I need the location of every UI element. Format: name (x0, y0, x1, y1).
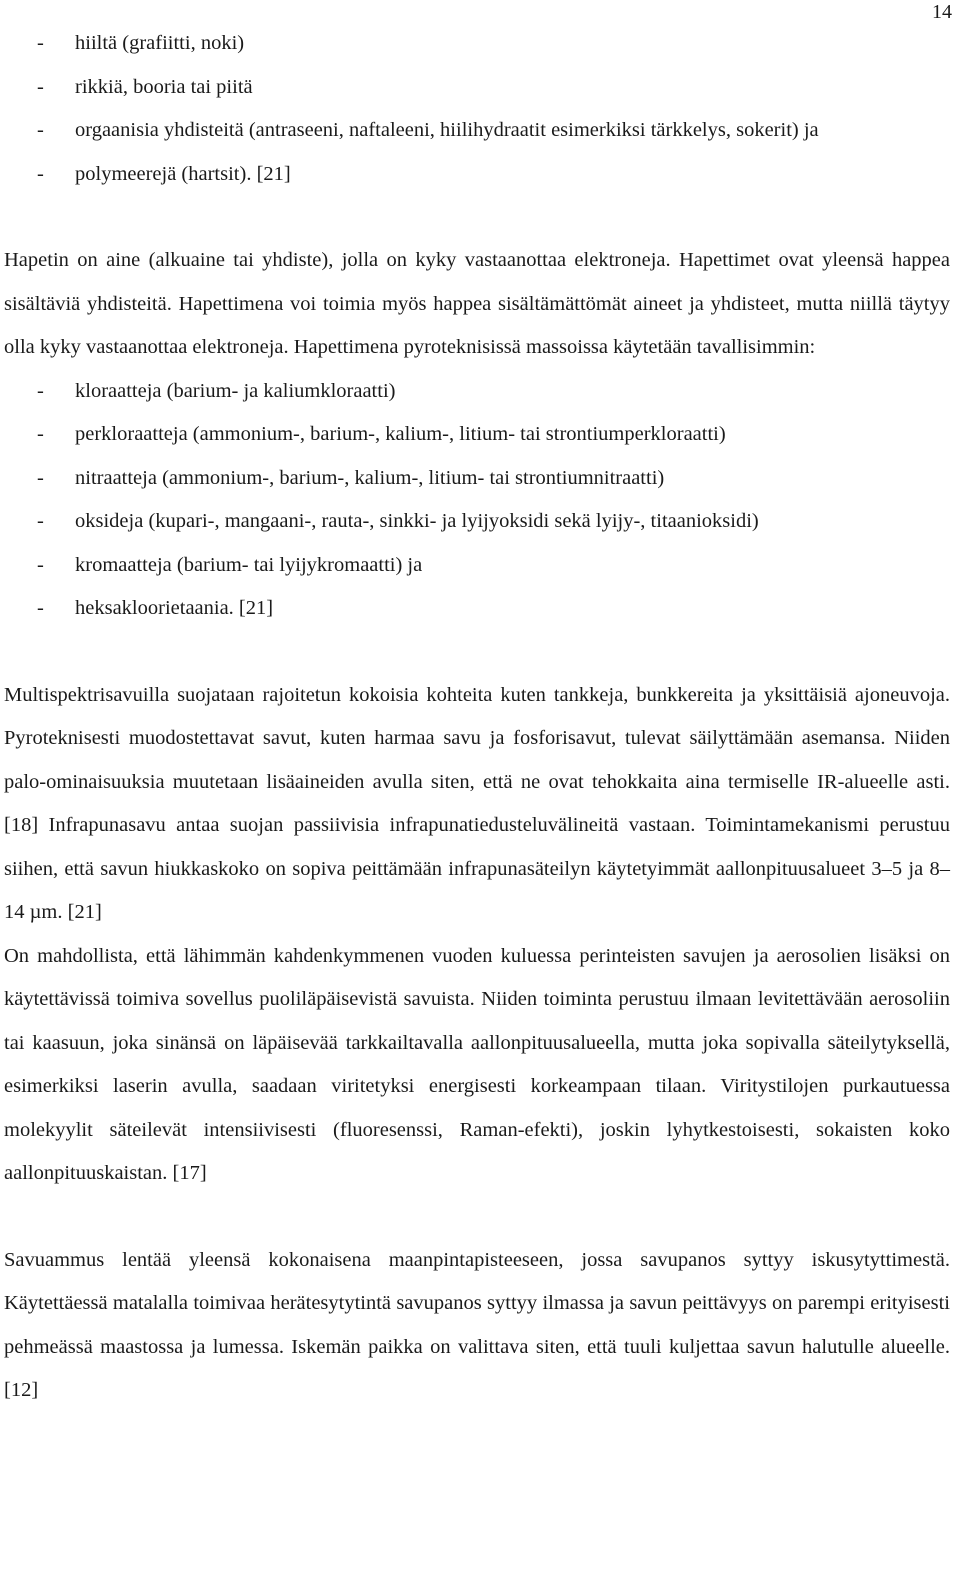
list-item (4, 153, 950, 197)
multispectral-paragraph: Multispektrisavuilla suojataan rajoitetun kokoisia kohteita kuten tankkeja, bunkkereita ja yksittäisiä ajoneuvoja. Pyroteknisesti muodostettavat savut, kuten harmaa savu ja fosforisavut, tulevat säilyttämään asemansa. Niiden palo-ominaisuuksia muutetaan lisäaineiden avulla siten, että ne ovat tehokkaita aina termiselle IR-alueelle asti. [18] Infrapunasavu antaa suojan passiivisia infrapunatiedusteluvälineitä vastaan. Toimintamekanismi perustuu siihen, että savun hiukkaskoko on sopiva peittämään infrapunasäteilyn käytetyimmät aallonpituusalueet 3–5 ja 8–14 µm. [21] (4, 683, 950, 923)
list-item (4, 544, 950, 588)
semitransparent-paragraph: On mahdollista, että lähimmän kahdenkymmenen vuoden kuluessa perinteisten savujen ja aerosolien lisäksi on käytettävissä toimiva sovellus puoliläpäisevistä savuista. Niiden toiminta perustuu ilmaan levitettävään aerosoliin tai kaasuun, joka sinänsä on läpäisevää tarkkailtavalla aallonpituusalueella, mutta joka sopivalla säteilytyksellä, esimerkiksi laserin avulla, saadaan viritetyksi energisesti korkeampaan tilaan. Viritystilojen purkautuessa molekyylit säteilevät intensiivisesti (fluoresenssi, Raman-efekti), joskin lyhytkestoisesti, sokaisten koko aallonpituuskaistan. [17] (4, 944, 950, 1184)
list-item (4, 109, 950, 153)
list-dash: - (37, 553, 44, 576)
list-dash: - (37, 510, 44, 532)
list-item (4, 587, 950, 631)
list-item-text: polymeerejä (hartsit). [21] (75, 162, 291, 185)
list-item (4, 66, 950, 110)
list-dash: - (37, 597, 44, 619)
oxidizer-paragraph: Hapetin on aine (alkuaine tai yhdiste), jolla on kyky vastaanottaa elektroneja. Hapettimet ovat yleensä happea sisältäviä yhdisteitä. Hapettimena voi toimia myös happea sisältämättömät aineet ja yhdisteet, mutta niillä täytyy olla kyky vastaanottaa elektroneja. Hapettimena pyroteknisissä massoissa käytetään tavallisimmin: (4, 249, 950, 358)
list-item-text: oksideja (kupari-, mangaani-, rauta-, sinkki- ja lyijyoksidi sekä lyijy-, titaanioksidi) (75, 510, 759, 532)
document-body (4, 22, 950, 1413)
list-item-text: rikkiä, booria tai piitä (75, 75, 253, 98)
smoke-shell-paragraph: Savuammus lentää yleensä kokonaisena maanpintapisteeseen, jossa savupanos syttyy iskusytyttimestä. Käytettäessä matalalla toimivaa herätesytytintä savupanos syttyy ilmassa ja savun peittävyys on parempi erityisesti pehmeässä maastossa ja lumessa. Iskemän paikka on valittava siten, että tuuli kuljettaa savun halutulle alueelle. [12] (4, 1248, 950, 1401)
list-item-text: orgaanisia yhdisteitä (antraseeni, naftaleeni, hiilihydraatit esimerkiksi tärkkelys, sokerit) ja (75, 119, 819, 141)
list-dash: - (37, 119, 44, 141)
paragraph-gap (4, 196, 950, 239)
paragraph-gap (4, 631, 950, 674)
list-item-text: heksakloorietaania. [21] (75, 597, 274, 619)
list-item (4, 370, 950, 414)
page-number: 14 (932, 1, 952, 23)
list-item (4, 457, 950, 501)
list-item (4, 413, 950, 457)
list-item (4, 500, 950, 544)
list-dash: - (37, 75, 44, 98)
list-item (4, 22, 950, 66)
list-dash: - (37, 423, 44, 445)
list-dash: - (37, 379, 44, 402)
list-item-text: kromaatteja (barium- tai lyijykromaatti) ja (75, 553, 423, 576)
list-item-text: nitraatteja (ammonium-, barium-, kalium-, litium- tai strontiumnitraatti) (75, 466, 665, 489)
list-item-text: hiiltä (grafiitti, noki) (75, 32, 245, 54)
paragraph-gap (4, 1196, 950, 1239)
fuel-list (4, 22, 950, 196)
list-dash: - (37, 466, 44, 489)
list-item-text: kloraatteja (barium- ja kaliumkloraatti) (75, 379, 396, 402)
list-item-text: perkloraatteja (ammonium-, barium-, kalium-, litium- tai strontiumperkloraatti) (75, 423, 726, 445)
list-dash: - (37, 162, 44, 185)
list-dash: - (37, 32, 44, 54)
oxidizer-list (4, 370, 950, 631)
